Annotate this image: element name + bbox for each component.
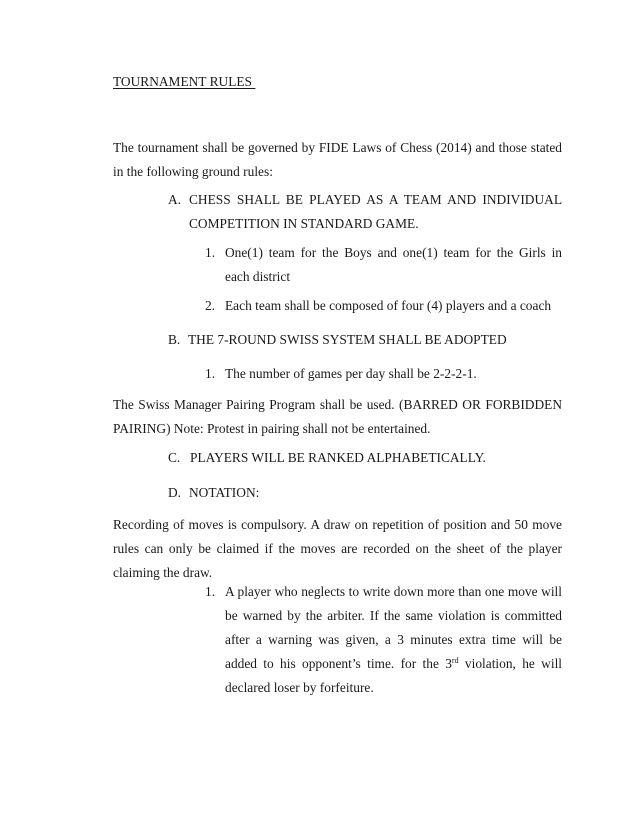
list-item-text: One(1) team for the Boys and one(1) team for the Girls in each district bbox=[225, 245, 562, 284]
ordinal-superscript: rd bbox=[451, 656, 459, 665]
section-c-text: PLAYERS WILL BE RANKED ALPHABETICALLY. bbox=[190, 450, 486, 465]
swiss-note-paragraph: The Swiss Manager Pairing Program shall be used. (BARRED OR FORBIDDEN PAIRING) Note: Protest in pairing shall not be entertained. bbox=[113, 397, 562, 436]
list-item-text: The number of games per day shall be 2-2-2-1. bbox=[225, 366, 477, 381]
list-item-marker: 1. bbox=[205, 584, 216, 599]
text-part: A player who neglects to write down more than one move will be warned by the arbiter. If the same violation is committed after a warning was given, a 3 minutes extra time will be added to his opponent’s time. for the 3 bbox=[225, 584, 562, 671]
list-item-marker: 2. bbox=[205, 298, 216, 313]
notation-paragraph: Recording of moves is compulsory. A draw on repetition of position and 50 move rules can only be claimed if the moves are recorded on the sheet of the player claiming the draw. bbox=[113, 517, 562, 580]
section-a-marker: A. bbox=[168, 192, 182, 207]
section-b-text: THE 7-ROUND SWISS SYSTEM SHALL BE ADOPTED bbox=[188, 332, 507, 347]
section-a-text: CHESS SHALL BE PLAYED AS A TEAM AND INDIVIDUAL COMPETITION IN STANDARD GAME. bbox=[189, 192, 562, 231]
text-part: violation, he will declared loser by forfeiture. bbox=[225, 656, 563, 695]
intro-paragraph: The tournament shall be governed by FIDE Laws of Chess (2014) and those stated in the following ground rules: bbox=[113, 140, 562, 179]
section-d-marker: D. bbox=[168, 485, 182, 500]
section-c-marker: C. bbox=[168, 450, 181, 465]
list-item-marker: 1. bbox=[205, 366, 216, 381]
list-item-text: Each team shall be composed of four (4) players and a coach bbox=[225, 298, 552, 313]
section-d-text: NOTATION: bbox=[189, 485, 260, 500]
list-item-text bbox=[225, 580, 562, 700]
list-item-marker: 1. bbox=[205, 245, 216, 260]
section-b-marker: B. bbox=[168, 332, 181, 347]
page-title: TOURNAMENT RULES bbox=[113, 74, 256, 89]
